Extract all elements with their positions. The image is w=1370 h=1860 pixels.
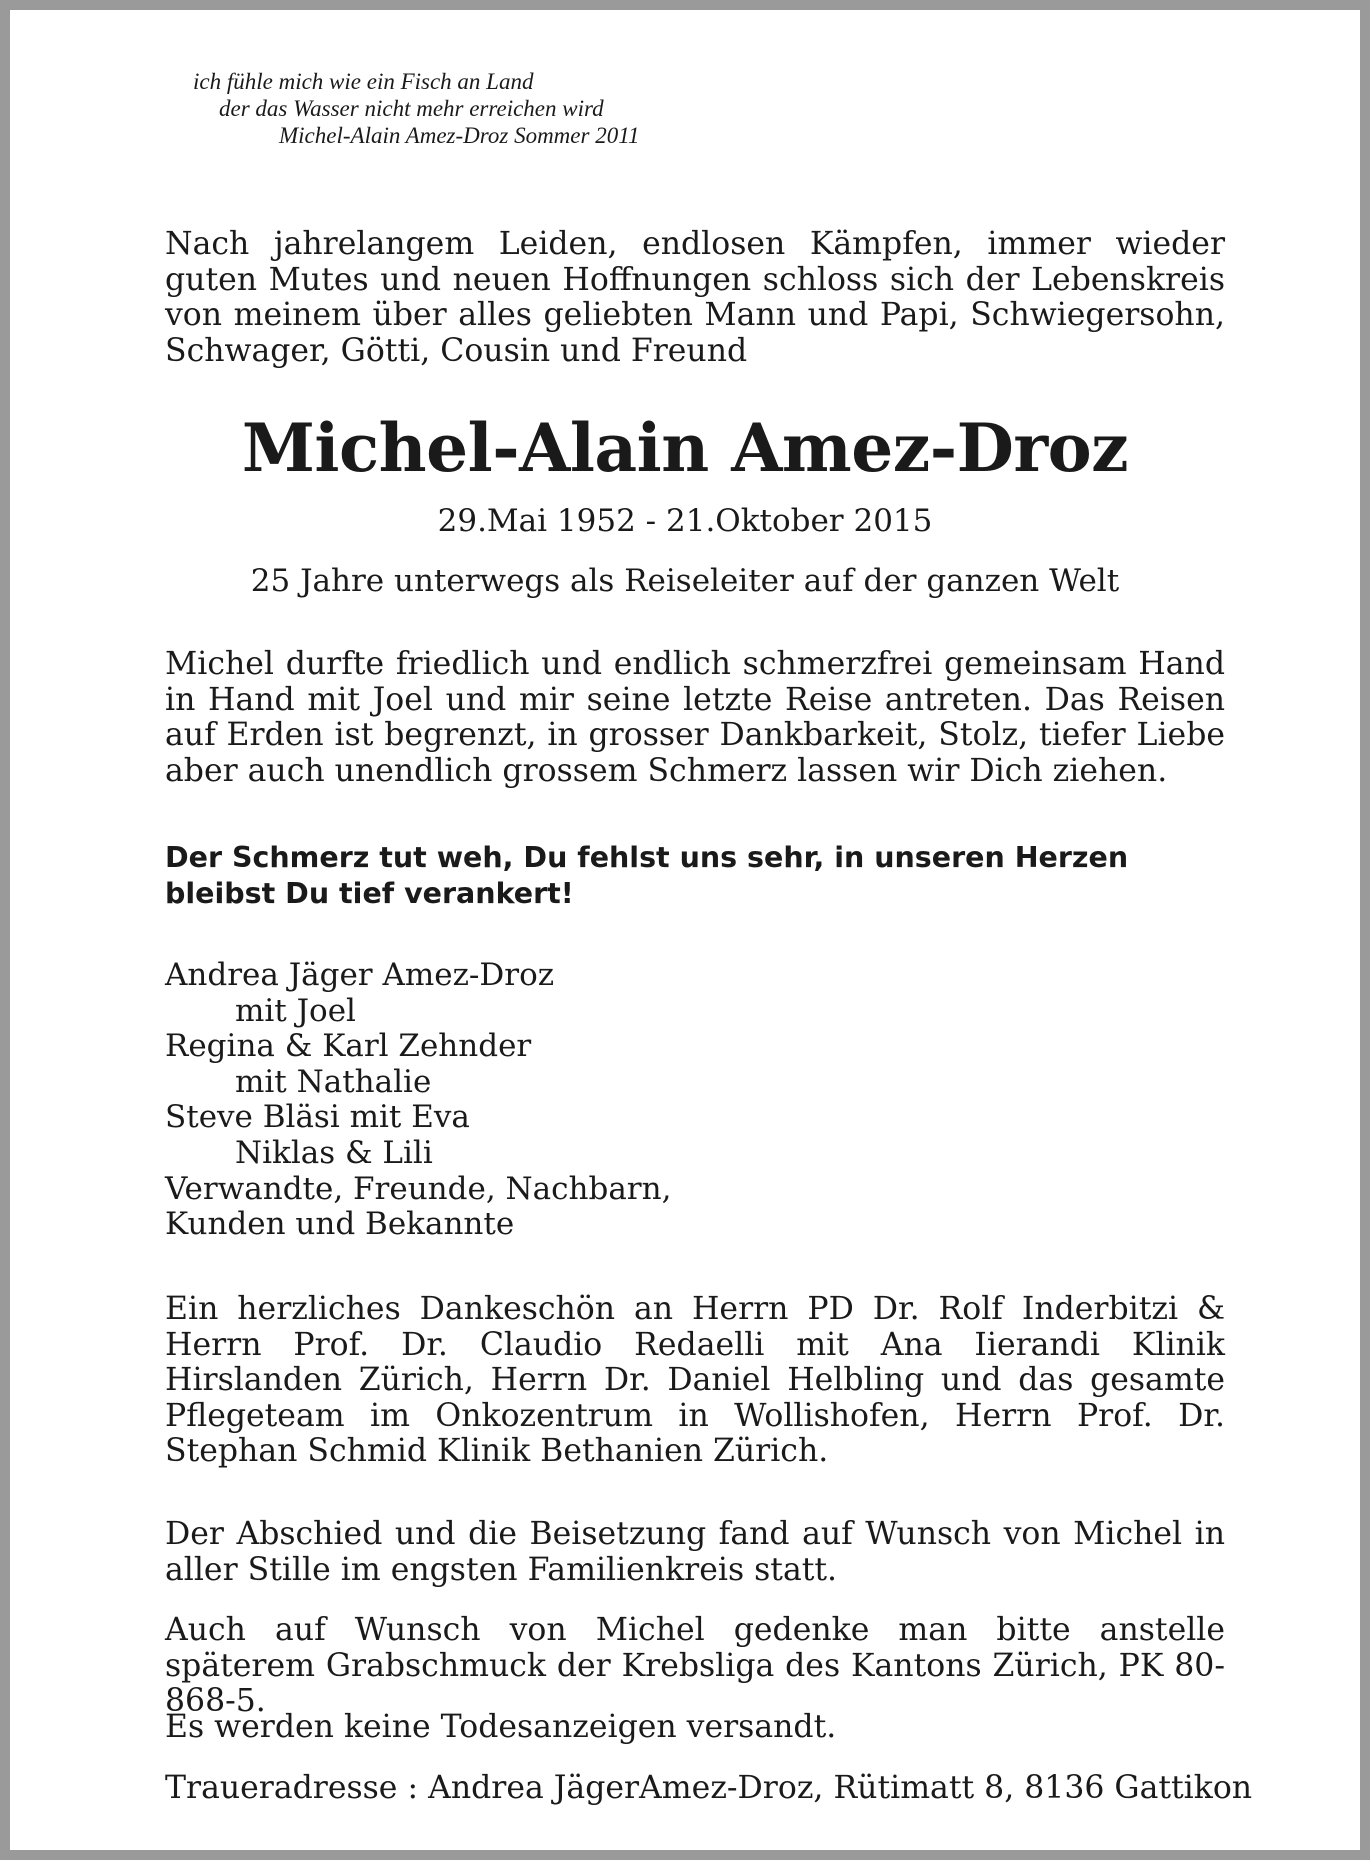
family-member: Regina & Karl Zehnder xyxy=(165,1028,532,1065)
mourning-address: Traueradresse : Andrea JägerAmez-Droz, Rütimatt 8, 8136 Gattikon xyxy=(165,1770,1253,1806)
bold-message: Der Schmerz tut weh, Du fehlst uns sehr, in unseren Herzen bleibst Du tief verankert! xyxy=(165,841,1129,910)
deceased-subtitle: 25 Jahre unterwegs als Reiseleiter auf der ganzen Welt xyxy=(250,563,1120,599)
family-member: Verwandte, Freunde, Nachbarn, xyxy=(165,1170,672,1207)
intro-paragraph: Nach jahrelangem Leiden, endlosen Kämpfen, immer wieder guten Mutes und neuen Hoffnungen schloss sich der Lebenskreis von meinem über alles geliebten Mann und Papi, Schwiegersohn, Schwager, Götti, Cousin und Freund xyxy=(165,226,1225,369)
deceased-name: Michel-Alain Amez-Droz xyxy=(241,409,1129,487)
donation-paragraph: Auch auf Wunsch von Michel gedenke man bitte anstelle späterem Grabschmuck der Krebsliga des Kantons Zürich, PK 80-868-5. xyxy=(165,1612,1225,1719)
family-member: Steve Bläsi mit Eva xyxy=(165,1099,470,1136)
family-member: Niklas & Lili xyxy=(235,1134,433,1171)
journey-paragraph: Michel durfte friedlich und endlich schmerzfrei gemeinsam Hand in Hand mit Joel und mir seine letzte Reise antreten. Das Reisen auf Erden ist begrenzt, in grosser Dankbarkeit, Stolz, tiefer Liebe aber auch unendlich grossem Schmerz lassen wir Dich ziehen. xyxy=(165,646,1225,789)
motto-quote xyxy=(193,68,640,149)
farewell-paragraph: Der Abschied und die Beisetzung fand auf Wunsch von Michel in aller Stille im engsten Familienkreis statt. xyxy=(165,1516,1225,1588)
life-dates: 29.Mai 1952 - 21.Oktober 2015 xyxy=(437,503,933,539)
family-member: mit Joel xyxy=(235,992,356,1029)
thanks-paragraph: Ein herzliches Dankeschön an Herrn PD Dr. Rolf Inderbitzi & Herrn Prof. Dr. Claudio Redaelli mit Ana Iierandi Klinik Hirslanden Zürich, Herrn Dr. Daniel Helbling und das gesamte Pflegeteam im Onkozentrum in Wollishofen, Herrn Prof. Dr. Stephan Schmid Klinik Bethanien Zürich. xyxy=(165,1291,1225,1469)
motto-line-3: Michel-Alain Amez-Droz Sommer 2011 xyxy=(279,123,640,148)
motto-line-2: der das Wasser nicht mehr erreichen wird xyxy=(219,96,604,121)
family-list xyxy=(165,958,671,1243)
family-member: Andrea Jäger Amez-Droz xyxy=(165,957,555,993)
no-notices-line: Es werden keine Todesanzeigen versandt. xyxy=(165,1709,837,1745)
family-member: mit Nathalie xyxy=(235,1063,432,1100)
motto-line-1: ich fühle mich wie ein Fisch an Land xyxy=(193,69,534,94)
family-member: Kunden und Bekannte xyxy=(165,1206,515,1243)
